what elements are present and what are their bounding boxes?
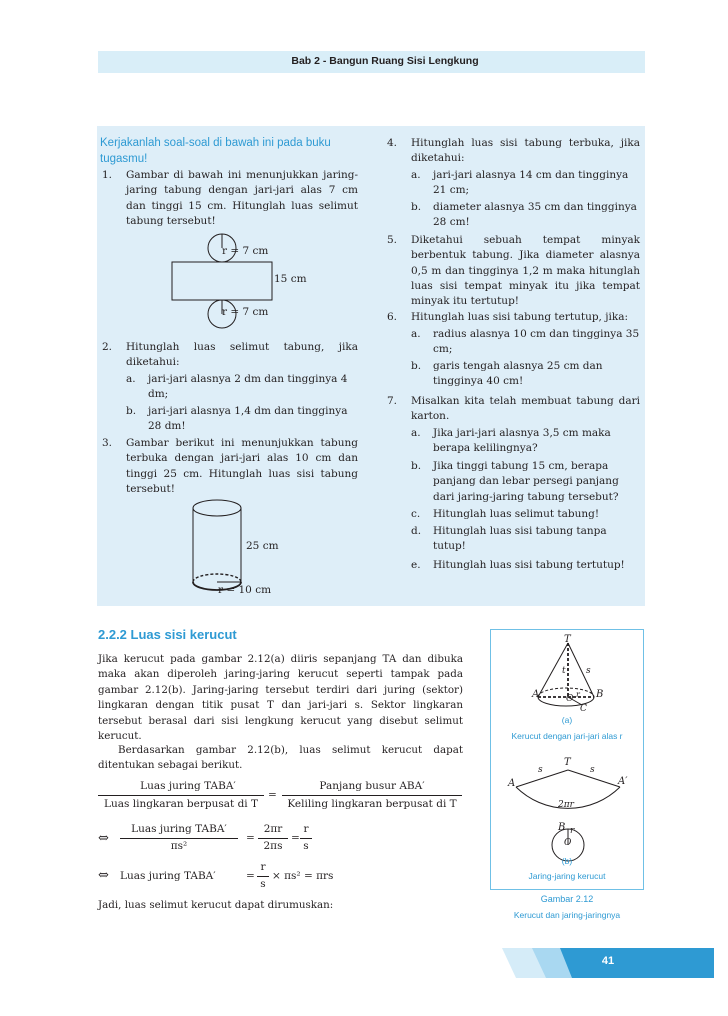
item-text: Hitunglah luas sisi tabung tanpa tutup! bbox=[433, 525, 607, 553]
eq2-arrow: ⇔ bbox=[98, 831, 109, 846]
eq2-numerator-3: r bbox=[303, 823, 309, 835]
item-letter: a. bbox=[411, 169, 421, 181]
eq2-denominator: πs² bbox=[170, 840, 188, 852]
item-letter: d. bbox=[411, 525, 422, 537]
label-net-s2: s bbox=[590, 765, 595, 775]
item-letter: b. bbox=[411, 360, 422, 372]
item-letter: e. bbox=[411, 559, 421, 571]
item-text: jari-jari alasnya 2 dm dan tingginya 4 dm; bbox=[148, 373, 348, 401]
question-number: 6. bbox=[387, 311, 398, 323]
radius-label-bottom: r = 7 cm bbox=[222, 306, 269, 318]
question-text: Hitunglah luas selimut tabung, jika diketahui: bbox=[126, 341, 358, 369]
item-text: garis tengah alasnya 25 cm dan tingginya 40 cm! bbox=[433, 360, 603, 388]
eq3-lhs: Luas juring TABA′ bbox=[120, 870, 216, 882]
eq1-fraction-line-2 bbox=[282, 795, 462, 796]
eq1-denominator-2: Keliling lingkaran berpusat di T bbox=[287, 798, 457, 810]
label-O: O bbox=[566, 694, 574, 704]
item-text: jari-jari alasnya 1,4 dm dan tingginya 28 dm! bbox=[148, 405, 348, 433]
question-number: 5. bbox=[387, 234, 398, 246]
radius-label-top: r = 7 cm bbox=[222, 245, 269, 257]
eq3-arrow: ⇔ bbox=[98, 868, 109, 883]
label-apex-T: T bbox=[564, 634, 571, 645]
eq1-equals: = bbox=[268, 789, 277, 801]
eq1-numerator-2: Panjang busur ABA′ bbox=[319, 780, 425, 792]
item-letter: b. bbox=[411, 201, 422, 213]
question-text: Misalkan kita telah membuat tabung dari karton. bbox=[411, 395, 640, 423]
label-t: t bbox=[562, 666, 566, 676]
paragraph-2: Berdasarkan gambar 2.12(b), luas selimut kerucut dapat ditentukan sebagai berikut. bbox=[98, 744, 463, 772]
item-text: jari-jari alasnya 14 cm dan tingginya 21 cm; bbox=[433, 169, 629, 197]
eq2-fraction-line-2 bbox=[258, 838, 288, 839]
eq2-fraction-line-3 bbox=[300, 838, 312, 839]
figure-caption-text: Kerucut dan jaring-jaringnya bbox=[513, 910, 621, 920]
eq2-denominator-3: s bbox=[303, 840, 309, 852]
label-net-s1: s bbox=[538, 765, 543, 775]
item-letter: b. bbox=[411, 460, 422, 472]
eq2-equals-2: = bbox=[291, 832, 300, 844]
paragraph-1: Jika kerucut pada gambar 2.12(a) diiris sepanjang TA dan dibuka maka akan diperoleh jaring-jaring kerucut seperti tampak pada gambar 2.12(b). Jaring-jaring tersebut terdiri dari juring (sektor) lingkaran dengan titik pusat T dan jari-jari s. Sektor lingkaran tersebut berasal dari sisi lengkung kerucut yang disebut selimut kerucut. bbox=[98, 653, 463, 743]
subfigure-b-label: (b) bbox=[561, 856, 573, 866]
question-number: 7. bbox=[387, 395, 398, 407]
item-text: diameter alasnya 35 cm dan tingginya 28 cm! bbox=[433, 201, 637, 229]
subfigure-b-caption: Jaring-jaring kerucut bbox=[528, 871, 606, 881]
label-net-T: T bbox=[564, 757, 571, 768]
item-letter: a. bbox=[411, 427, 421, 439]
item-text: Jika tinggi tabung 15 cm, berapa panjang dan lebar persegi panjang dari jaring-jaring tabung tersebut? bbox=[433, 460, 619, 503]
eq2-numerator: Luas juring TABA′ bbox=[131, 823, 227, 835]
question-text: Diketahui sebuah tempat minyak berbentuk tabung. Jika diameter alasnya 0,5 m dan tingginya 1,2 m maka hitunglah luas sisi tempat minyak itu jika tempat minyak itu tertutup! bbox=[411, 234, 640, 308]
paragraph-3: Jadi, luas selimut kerucut dapat dirumuskan: bbox=[98, 899, 334, 911]
item-text: Hitunglah luas sisi tabung tertutup! bbox=[433, 559, 625, 571]
label-A: A bbox=[532, 689, 540, 700]
item-letter: a. bbox=[126, 373, 136, 385]
question-number: 1. bbox=[102, 169, 113, 181]
question-number: 4. bbox=[387, 137, 398, 149]
page-number: 41 bbox=[601, 955, 615, 967]
subfigure-a-label: (a) bbox=[561, 715, 573, 725]
label-net-arc: 2πr bbox=[558, 800, 574, 810]
label-net-r: r bbox=[570, 826, 575, 836]
item-letter: c. bbox=[411, 508, 421, 520]
figure-caption-title: Gambar 2.12 bbox=[540, 894, 594, 904]
eq1-numerator: Luas juring TABA′ bbox=[140, 780, 236, 792]
section-title: 2.2.2 Luas sisi kerucut bbox=[98, 627, 237, 642]
label-s: s bbox=[586, 666, 591, 676]
label-r: r bbox=[576, 690, 580, 699]
question-text: Hitunglah luas sisi tabung terbuka, jika diketahui: bbox=[411, 137, 640, 165]
item-letter: a. bbox=[411, 328, 421, 340]
eq3-numerator: r bbox=[260, 861, 266, 873]
label-net-A-prime: A′ bbox=[618, 776, 628, 787]
label-C: C bbox=[580, 704, 587, 714]
question-number: 2. bbox=[102, 341, 113, 353]
question-text: Gambar berikut ini menunjukkan tabung terbuka dengan jari-jari alas 10 cm dan tinggi 25 cm. Hitunglah luas sisi tabung tersebut! bbox=[126, 437, 358, 495]
cylinder-radius-label: r = 10 cm bbox=[218, 584, 272, 596]
eq3-equals: = bbox=[246, 870, 255, 882]
item-text: Jika jari-jari alasnya 3,5 cm maka berapa kelilingnya? bbox=[433, 427, 611, 455]
eq2-fraction-line bbox=[120, 838, 238, 839]
eq2-denominator-2: 2πs bbox=[263, 840, 283, 852]
eq3-denominator: s bbox=[260, 878, 266, 890]
eq2-equals: = bbox=[246, 832, 255, 844]
question-text: Gambar di bawah ini menunjukkan jaring-jaring tabung dengan jari-jari alas 7 cm dan tinggi 15 cm. Hitunglah luas selimut tabung tersebut! bbox=[126, 169, 358, 227]
label-net-A: A bbox=[508, 778, 516, 789]
eq3-rest: × πs² = πrs bbox=[272, 870, 334, 882]
exercise-intro: Kerjakanlah soal-soal di bawah ini pada buku tugasmu! bbox=[100, 137, 331, 165]
eq1-fraction-line bbox=[98, 795, 264, 796]
cylinder-height-label: 25 cm bbox=[246, 540, 279, 552]
label-net-B: B bbox=[558, 822, 566, 833]
item-letter: b. bbox=[126, 405, 137, 417]
chapter-title: Bab 2 - Bangun Ruang Sisi Lengkung bbox=[291, 55, 479, 67]
eq2-numerator-2: 2πr bbox=[263, 823, 283, 835]
question-number: 3. bbox=[102, 437, 113, 449]
item-text: radius alasnya 10 cm dan tingginya 35 cm; bbox=[433, 328, 640, 356]
height-label: 15 cm bbox=[274, 273, 307, 285]
eq1-denominator: Luas lingkaran berpusat di T bbox=[104, 798, 258, 810]
item-text: Hitunglah luas selimut tabung! bbox=[433, 508, 600, 520]
subfigure-a-caption: Kerucut dengan jari-jari alas r bbox=[511, 731, 623, 741]
question-text: Hitunglah luas sisi tabung tertutup, jika: bbox=[411, 311, 629, 323]
eq3-fraction-line bbox=[257, 876, 269, 877]
label-net-O: O bbox=[564, 838, 572, 848]
label-B: B bbox=[596, 689, 604, 700]
